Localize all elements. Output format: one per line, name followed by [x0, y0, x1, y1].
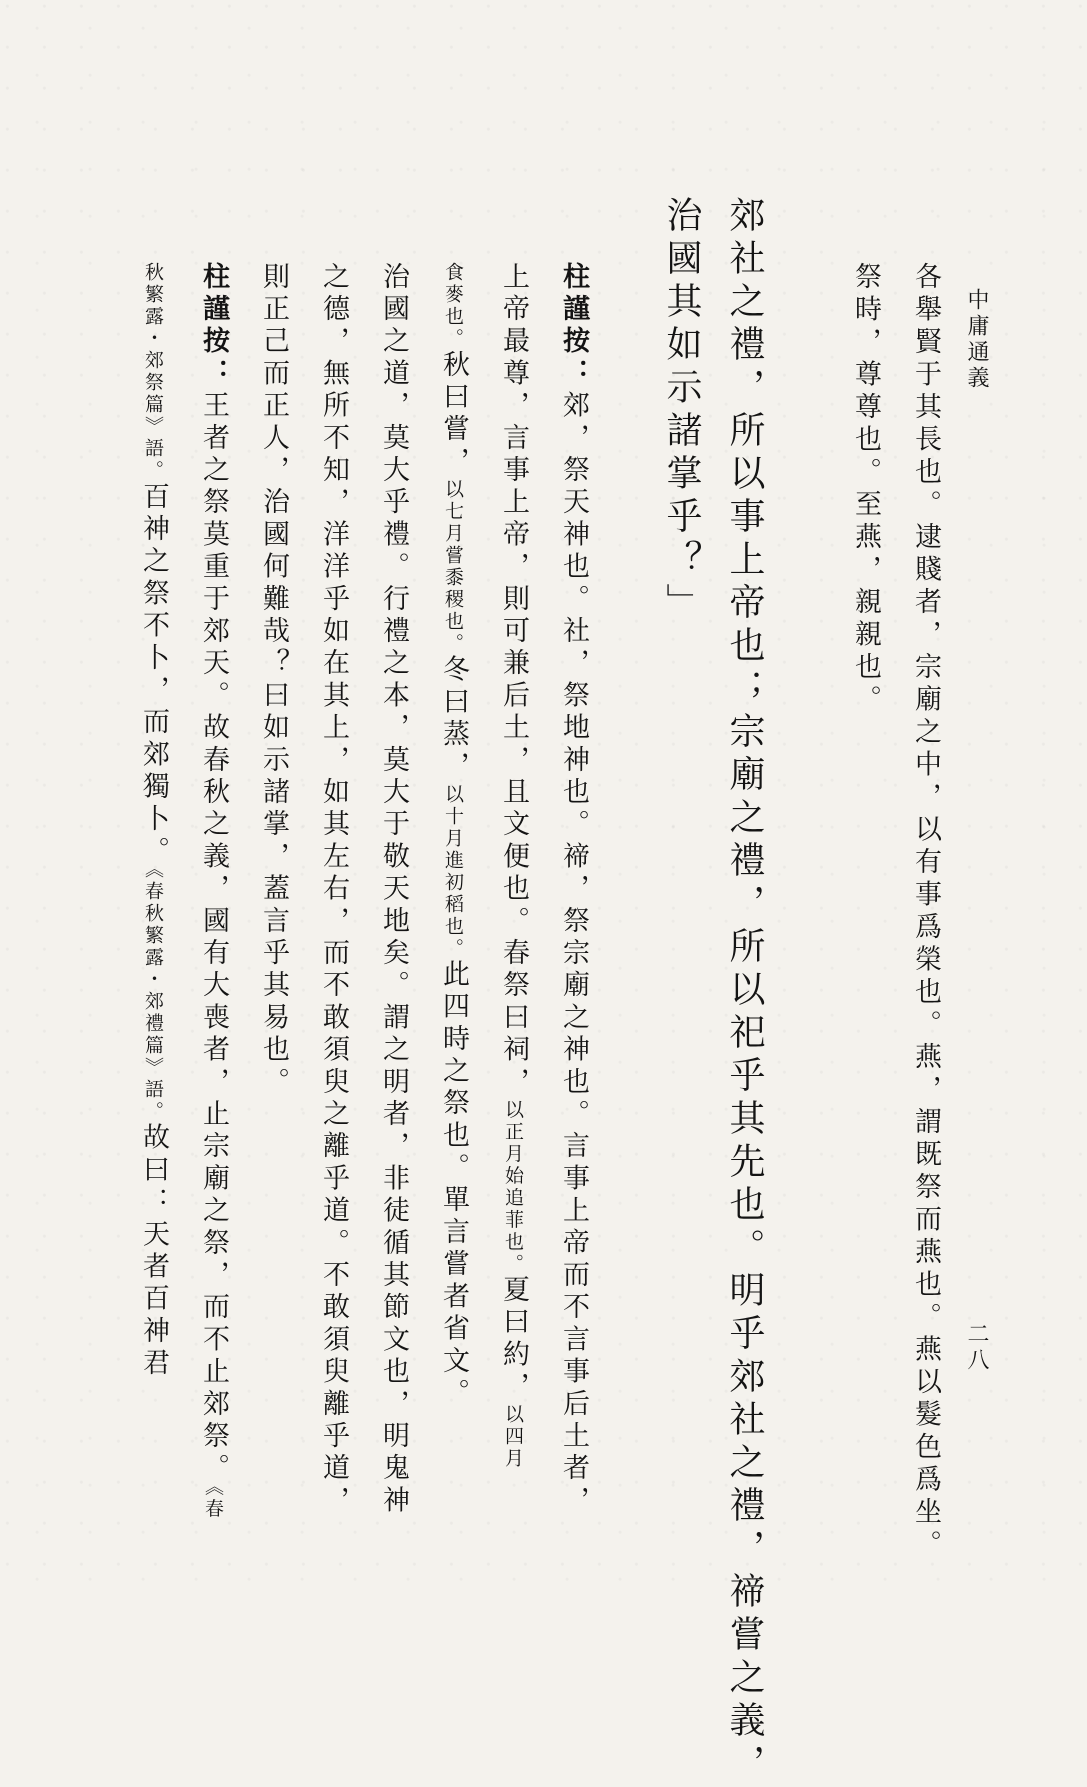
commentary-text: 此四時之祭也。單言嘗者省文。	[438, 959, 469, 1411]
commentary-1-line-4: 治國之道，莫大乎禮。行禮之本，莫大于敬天地矣。謂之明者，非徒循其節文也，明鬼神	[378, 262, 409, 1518]
inline-note: 《春	[202, 1485, 224, 1521]
commentary-1-line-3	[440, 262, 467, 1410]
note-line-1: 各舉賢于其長也。逮賤者，宗廟之中，以有事爲榮也。燕，謂既祭而燕也。燕以髮色爲坐。	[910, 262, 941, 1562]
inline-note: 以正月始追菲也。	[502, 1099, 524, 1276]
commentary-2-line-2	[140, 262, 167, 1381]
commentary-1-line-6: 則正己而正人，治國何難哉？曰如示諸掌，蓋言乎其易也。	[258, 262, 289, 1100]
commentary-text: 故曰：天者百神君	[138, 1122, 169, 1381]
commentary-1-line-5: 之德，無所不知，洋洋乎如在其上，如其左右，而不敢須臾之離乎道。不敢須臾離乎道，	[318, 262, 349, 1518]
main-text-line-2: 治國其如示諸掌乎？」	[661, 196, 702, 626]
commentary-2-line-1	[200, 262, 227, 1520]
note-line-2: 祭時，尊尊也。至燕，親親也。	[850, 262, 881, 717]
commentary-text: 百神之祭不卜，而郊獨卜。	[138, 482, 169, 869]
running-header: 中庸通義	[964, 288, 989, 392]
inline-note: 《春秋繁露・郊禮篇》語。	[142, 868, 164, 1123]
main-text-line-1: 郊社之禮，所以事上帝也；宗廟之禮，所以祀乎其先也。明乎郊社之禮，禘嘗之義，	[724, 196, 765, 1787]
inline-note: 以四月	[502, 1404, 524, 1471]
commentary-text: 冬曰蒸，	[438, 654, 469, 784]
inline-note: 以十月進初稻也。	[442, 783, 464, 960]
inline-note: 秋繁露・郊祭篇》語。	[142, 262, 164, 482]
commentary-text: 郊，祭天神也。社，祭地神也。禘，祭宗廟之神也。言事上帝而不言事后土者，	[558, 390, 589, 1518]
commentary-label: 柱謹按：	[558, 262, 589, 391]
commentary-text: 上帝最尊，言事上帝，則可兼后土，且文便也。春祭曰祠，	[498, 262, 529, 1100]
commentary-1-line-1	[560, 262, 587, 1518]
inline-note: 以七月嘗黍稷也。	[442, 478, 464, 655]
commentary-text: 夏曰約，	[498, 1275, 529, 1405]
commentary-label: 柱謹按：	[198, 262, 229, 391]
page-number: 二八	[964, 1322, 989, 1374]
commentary-text: 秋曰嘗，	[438, 350, 469, 479]
commentary-1-line-2	[500, 262, 527, 1470]
commentary-text: 王者之祭莫重于郊天。故春秋之義，國有大喪者，止宗廟之祭，而不止郊祭。	[198, 390, 229, 1486]
inline-note: 食麥也。	[442, 262, 464, 350]
